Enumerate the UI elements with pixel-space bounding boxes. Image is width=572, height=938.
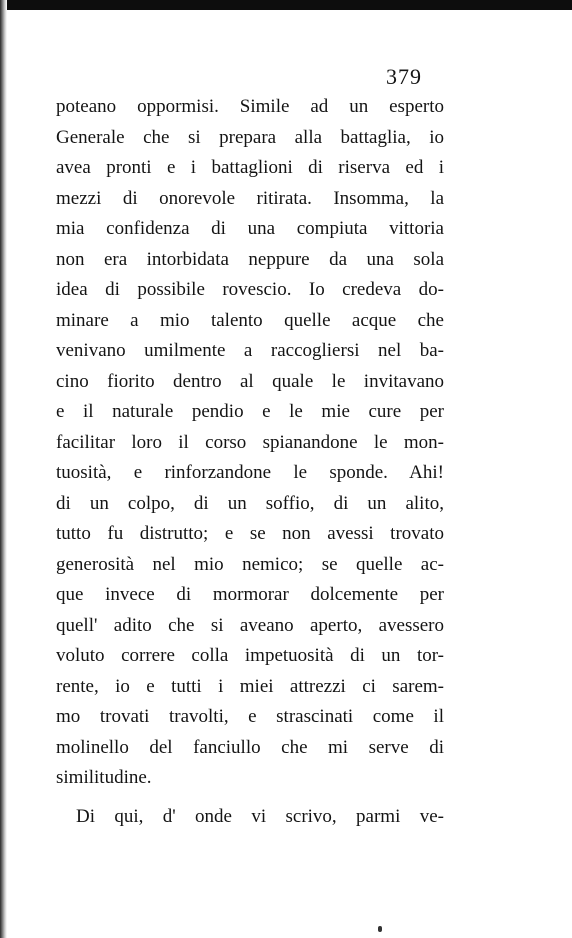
text-line: rente, io e tutti i miei attrezzi ci sarem-	[56, 675, 444, 697]
text-line: tuosità, e rinforzandone le sponde. Ahi!	[56, 462, 444, 483]
text-line: non era intorbidata neppure da una sola	[56, 248, 444, 270]
text-line: facilitar loro il corso spianandone le mon-	[56, 431, 444, 453]
page-top-edge	[0, 0, 572, 10]
text-line: mia confidenza di una compiuta vittoria	[56, 218, 444, 239]
text-line: idea di possibile rovescio. Io credeva do-	[56, 279, 444, 300]
paragraph-start-line: Di qui, d' onde vi scrivo, parmi ve-	[76, 805, 444, 827]
text-line: avea pronti e i battaglioni di riserva ed i	[56, 157, 444, 178]
text-line: que invece di mormorar dolcemente per	[56, 584, 444, 605]
text-line: minare a mio talento quelle acque che	[56, 309, 444, 331]
text-line: poteano oppormisi. Simile ad un esperto	[56, 96, 444, 117]
text-line: mezzi di onorevole ritirata. Insomma, la	[56, 187, 444, 209]
text-line: di un colpo, di un soffio, di un alito,	[56, 492, 444, 514]
body-text	[56, 92, 444, 832]
text-line: mo trovati travolti, e strascinati come il	[56, 706, 444, 727]
text-line: tutto fu distrutto; e se non avessi trovato	[56, 523, 444, 544]
text-line: quell' adito che si aveano aperto, avessero	[56, 614, 444, 636]
page-binding-edge	[0, 0, 7, 938]
text-line: venivano umilmente a raccogliersi nel ba-	[56, 340, 444, 361]
text-line: cino fiorito dentro al quale le invitavano	[56, 370, 444, 392]
page-number: 379	[386, 64, 422, 89]
text-line: generosità nel mio nemico; se quelle ac-	[56, 553, 444, 575]
text-line: molinello del fanciullo che mi serve di	[56, 736, 444, 758]
text-line: Generale che si prepara alla battaglia, io	[56, 126, 444, 148]
text-line: voluto correre colla impetuosità di un tor-	[56, 645, 444, 666]
ink-speck	[378, 926, 382, 932]
text-line: similitudine.	[56, 767, 152, 788]
text-line: e il naturale pendio e le mie cure per	[56, 401, 444, 422]
